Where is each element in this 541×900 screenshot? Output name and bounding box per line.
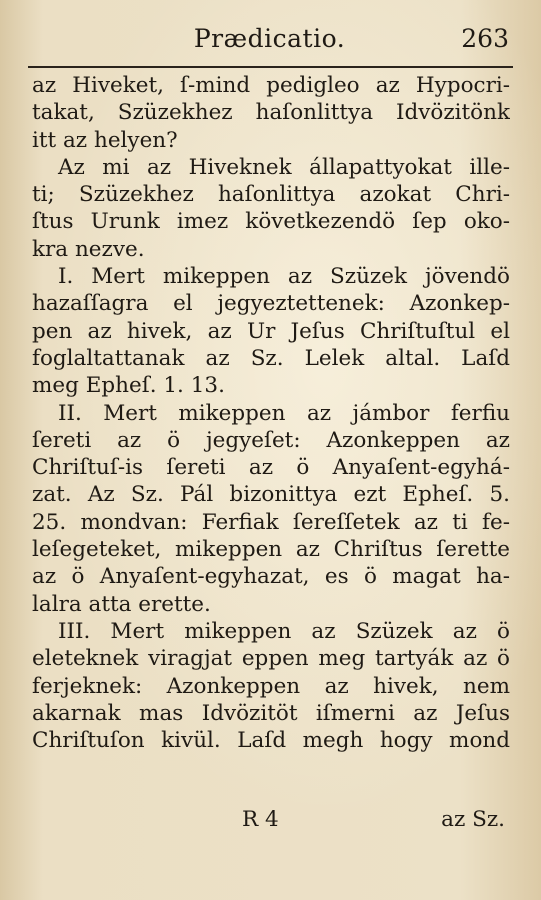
text-line: ſereti az ö jegyeſet: Azonkeppen az: [32, 427, 510, 453]
text-line: pen az hivek, az Ur Jeſus Chriſtuſtul el: [32, 318, 510, 344]
page-header: [30, 24, 509, 58]
text-line: hazaſſagra el jegyeztettenek: Azonkep-: [32, 291, 510, 317]
text-line: lalra atta erette.: [32, 591, 211, 617]
text-line: zat. Az Sz. Pál bizonittya ezt Epheſ. 5.: [32, 482, 510, 508]
text-line: akarnak mas Idvözitöt iſmerni az Jeſus: [32, 700, 510, 726]
catchword: az Sz.: [441, 807, 505, 832]
text-line: takat, Szüzekhez haſonlittya Idvözitönk: [32, 100, 510, 126]
signature-mark: R 4: [242, 807, 279, 832]
header-rule: [28, 66, 513, 68]
text-line: az Hiveket, ſ-mind pedigleo az Hypocri-: [32, 73, 510, 98]
text-line: itt az helyen?: [32, 127, 178, 153]
text-line: III. Mert mikeppen az Szüzek az ö: [58, 618, 510, 644]
text-line: II. Mert mikeppen az jámbor ferfiu: [58, 400, 510, 426]
text-line: meg Epheſ. 1. 13.: [32, 373, 225, 399]
page-number: 263: [461, 24, 509, 53]
body-text: [32, 72, 510, 754]
running-title: Prædicatio.: [193, 24, 346, 53]
text-line: ferjeknek: Azonkeppen az hivek, nem: [32, 673, 510, 699]
text-line: Chriſtuſ-is ſereti az ö Anyaſent-egyhá-: [32, 455, 510, 481]
text-line: Chriſtuſon kivül. Laſd megh hogy mond: [32, 728, 510, 754]
page-footer: [32, 807, 505, 837]
text-line: I. Mert mikeppen az Szüzek jövendö: [58, 264, 510, 290]
text-line: 25. mondvan: Ferfiak ſereſſetek az ti fe-: [32, 509, 510, 535]
text-line: eleteknek viragjat eppen meg tartyák az ö: [32, 646, 510, 672]
text-line: kra nezve.: [32, 236, 145, 262]
text-line: az ö Anyaſent-egyhazat, es ö magat ha-: [32, 564, 510, 590]
text-line: Az mi az Hiveknek állapattyokat ille-: [58, 154, 510, 180]
text-line: ti; Szüzekhez haſonlittya azokat Chri-: [32, 182, 510, 208]
text-line: foglaltattanak az Sz. Lelek altal. Laſd: [32, 345, 510, 371]
text-line: ſtus Urunk imez következendö ſep oko-: [32, 209, 510, 235]
text-line: leſegeteket, mikeppen az Chriſtus ſerette: [32, 537, 510, 563]
